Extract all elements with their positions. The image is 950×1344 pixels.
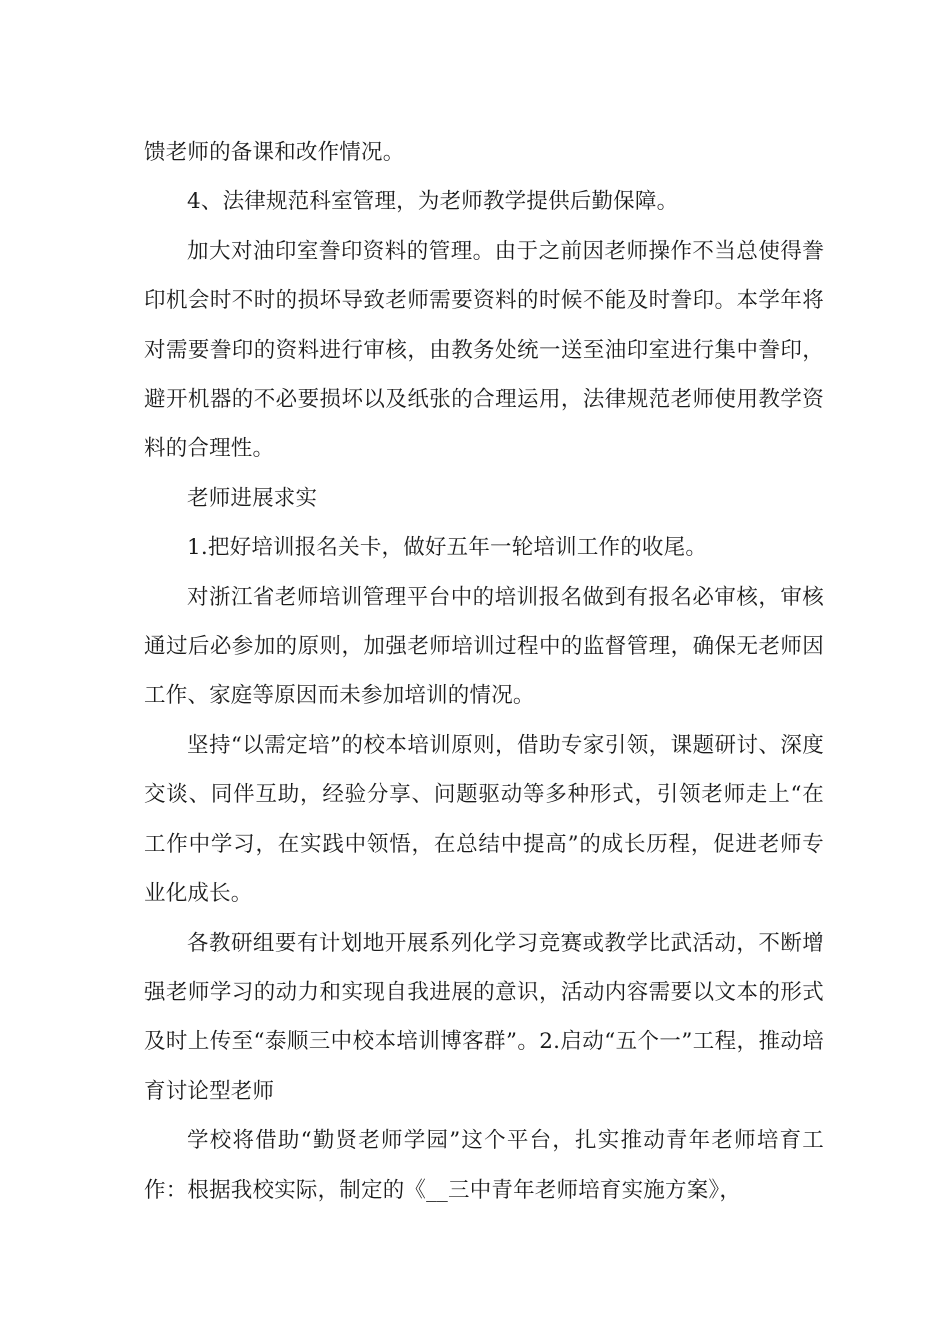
paragraph-3: 加大对油印室誊印资料的管理。由于之前因老师操作不当总使得誊印机会时不时的损坏导致老师需要资料的时候不能及时誊印。本学年将对需要誊印的资料进行审核，由教务处统一送至油印室进行集中誊印，避开机器的不必要损坏以及纸张的合理运用，法律规范老师使用教学资料的合理性。 xyxy=(144,238,824,462)
paragraph-5: 1.把好培训报名关卡，做好五年一轮培训工作的收尾。 xyxy=(187,535,708,561)
paragraph-1: 馈老师的备课和改作情况。 xyxy=(144,140,405,165)
paragraph-9: 学校将借助“勤贤老师学园”这个平台，扎实推动青年老师培育工作：根据我校实际，制定的《__三中青年老师培育实施方案》， xyxy=(144,1128,824,1203)
paragraph-8: 各教研组要有计划地开展系列化学习竞赛或教学比武活动，不断增强老师学习的动力和实现自我进展的意识，活动内容需要以文本的形式及时上传至“泰顺三中校本培训博客群”。2.启动“五个一”工程，推动培育讨论型老师 xyxy=(144,930,824,1104)
document-body xyxy=(144,128,824,1215)
paragraph-7: 坚持“以需定培”的校本培训原则，借助专家引领，课题研讨、深度交谈、同伴互助，经验分享、问题驱动等多种形式，引领老师走上“在工作中学习，在实践中领悟，在总结中提高”的成长历程，促进老师专业化成长。 xyxy=(144,732,824,907)
paragraph-2: 4、法律规范科室管理，为老师教学提供后勤保障。 xyxy=(187,189,679,215)
paragraph-4: 老师进展求实 xyxy=(187,485,318,511)
paragraph-6: 对浙江省老师培训管理平台中的培训报名做到有报名必审核，审核通过后必参加的原则，加强老师培训过程中的监督管理，确保无老师因工作、家庭等原因而未参加培训的情况。 xyxy=(144,584,824,709)
